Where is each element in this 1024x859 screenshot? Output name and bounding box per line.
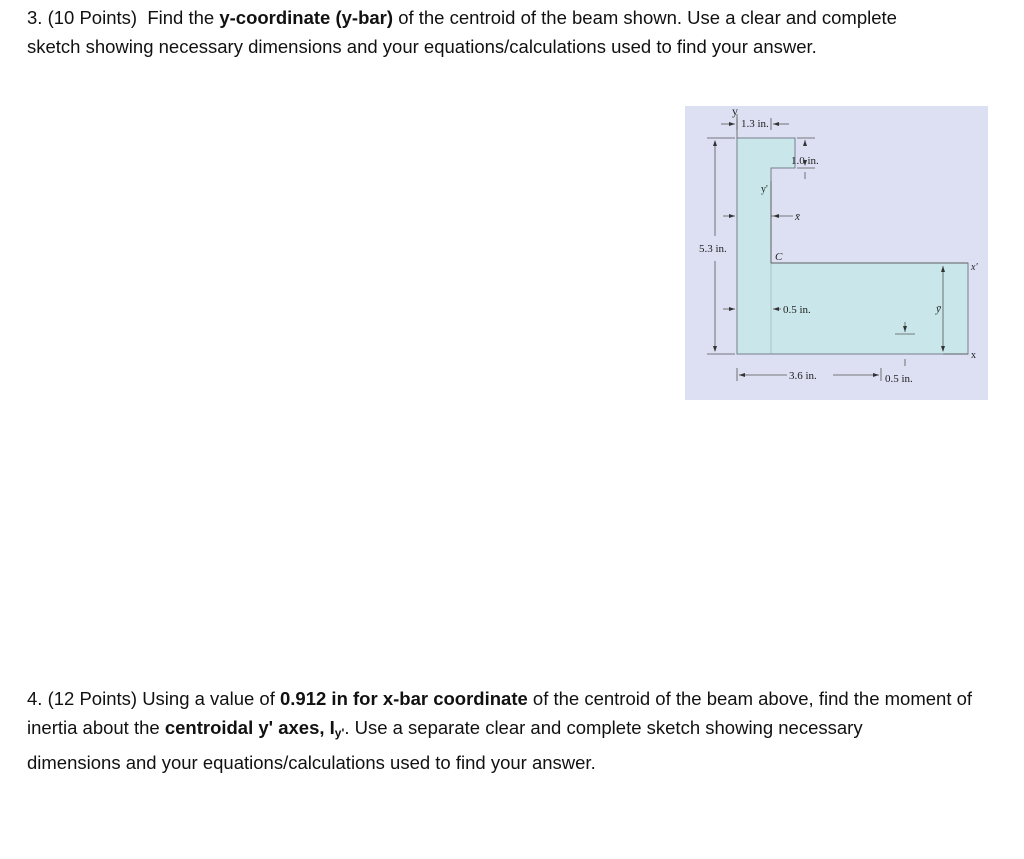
- question-4-points: (12 Points): [47, 688, 138, 709]
- question-3-points: (10 Points): [47, 7, 138, 28]
- label-y-prime: y': [761, 184, 768, 195]
- question-4-text: inertia about the: [27, 717, 160, 738]
- label-top-thickness: 1.0 in.: [791, 155, 819, 167]
- label-y-bar: ȳ: [936, 303, 941, 315]
- label-centroid: C: [775, 251, 783, 263]
- question-3-line-1: [27, 3, 1007, 32]
- label-x-axis: x: [971, 350, 976, 361]
- question-4-axes-label: centroidal y' axes, I: [164, 717, 335, 738]
- question-3-line-2: sketch showing necessary dimensions and your equations/calculations used to find your answer.: [27, 36, 817, 57]
- question-3-number: 3.: [27, 7, 43, 28]
- question-4-number: 4.: [27, 688, 43, 709]
- label-x-prime: x': [971, 262, 978, 273]
- label-height: 5.3 in.: [699, 243, 727, 255]
- question-4-text: . Use a separate clear and complete sketch showing necessary: [344, 717, 863, 738]
- question-4-line-1: [27, 684, 1007, 713]
- question-4-line-3: dimensions and your equations/calculations used to find your answer.: [27, 752, 596, 773]
- label-y-axis: y: [732, 106, 738, 118]
- label-bottom-length: 3.6 in.: [789, 370, 817, 382]
- label-top-flange-width: 1.3 in.: [741, 118, 769, 130]
- question-3-text: Find the: [147, 7, 215, 28]
- label-x-bar: x̄: [795, 211, 800, 223]
- question-4-emphasis: 0.912 in for x-bar coordinate: [280, 688, 528, 709]
- question-4-emphasis-axes: [165, 717, 344, 738]
- question-4-line-2: [27, 713, 1007, 748]
- beam-figure: [685, 106, 988, 400]
- question-3: [27, 3, 1007, 61]
- question-4-axes-subscript: y': [334, 726, 345, 740]
- question-4-text: of the centroid of the beam above, find the moment of: [532, 688, 973, 709]
- question-3-emphasis: y-coordinate (y-bar): [219, 7, 394, 28]
- figure-background: [685, 106, 988, 400]
- question-3-text: of the centroid of the beam shown. Use a clear and complete: [398, 7, 897, 28]
- question-4-text: Using a value of: [142, 688, 275, 709]
- question-4: [27, 684, 1007, 777]
- label-bottom-thickness: 0.5 in.: [885, 373, 913, 385]
- label-web-thickness: 0.5 in.: [783, 304, 811, 316]
